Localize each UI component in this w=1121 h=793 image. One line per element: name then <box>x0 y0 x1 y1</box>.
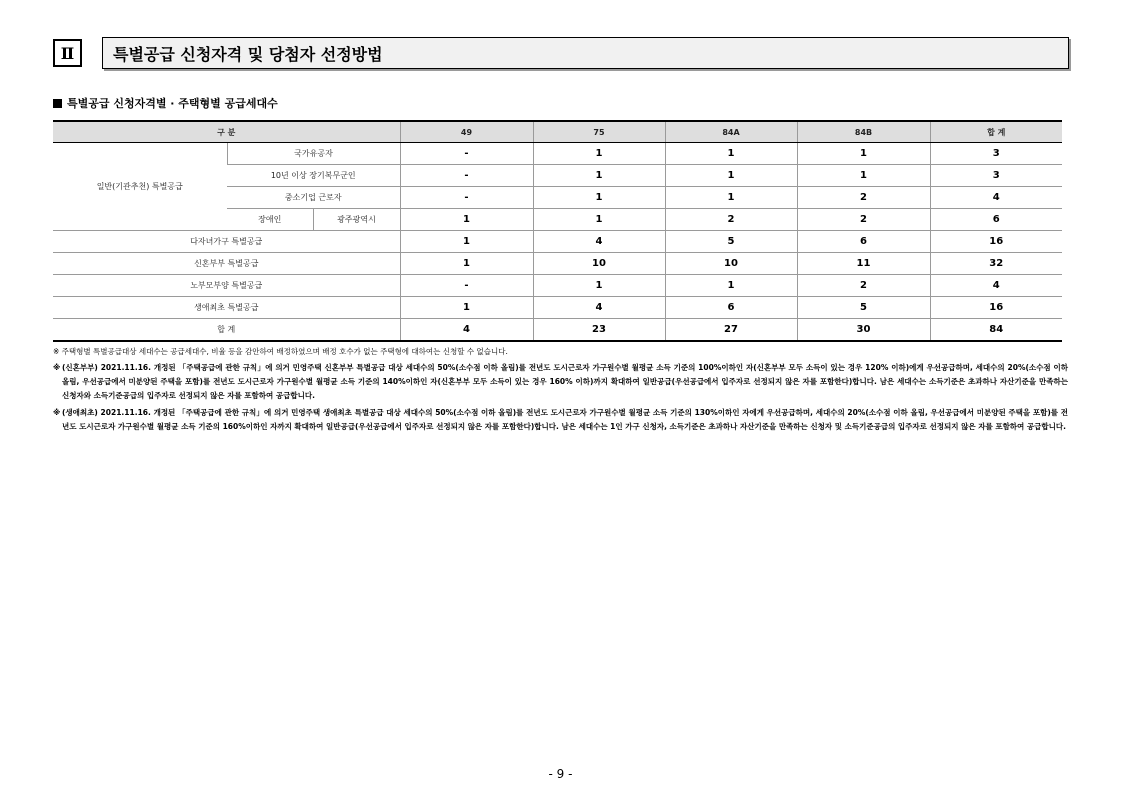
note-first-time-text: (생애최초) 2021.11.16. 개정된 「주택공급에 관한 규칙」에 의거 민영주택 생애최초 특별공급 대상 세대수의 50%(소수점 이하 올림)를 전년도 도시근로자 가구원수별 월평균 소득 기준의 130%이하인 자에게 우선공급하며, 세대수의 20%(소수점 이하 올림, 우선공급에서 미분양된 주택을 포함)를 전년도 도시근로자 가구원수별 월평균 소득 기준의 160%이하인 자까지 확대하여 일반공급(우선공급에서 입주자로 선정되지 않은 자를 포함한다)합니다. 남은 세대수는 1인 가구 신청자, 소득기준은 초과하나 자산기준을 만족하는 신청자 및 소득기준공급의 입주자로 선정되지 않은 자를 포함하여 공급합니다. <box>62 408 1068 431</box>
cell-value: 2 <box>797 187 930 209</box>
cell-value: 1 <box>400 209 533 231</box>
table-row <box>53 275 1062 297</box>
section-title-text: 특별공급 신청자격 및 당첨자 선정방법 <box>113 44 383 64</box>
cell-value: 16 <box>930 297 1062 319</box>
cell-value: 2 <box>665 209 797 231</box>
cell-value: 1 <box>797 143 930 165</box>
total-value: 30 <box>797 319 930 342</box>
cell-value: 4 <box>930 187 1062 209</box>
cell-value: 4 <box>533 297 665 319</box>
cell-value: 2 <box>797 275 930 297</box>
cell-value: 3 <box>930 143 1062 165</box>
cell-value: 10 <box>533 253 665 275</box>
header-type-49: 49 <box>400 121 533 143</box>
total-value: 84 <box>930 319 1062 342</box>
cell-value: 2 <box>797 209 930 231</box>
cell-value: 1 <box>797 165 930 187</box>
header-category: 구 분 <box>53 121 400 143</box>
header-type-84a: 84A <box>665 121 797 143</box>
table-total-row <box>53 319 1062 342</box>
general-group-label: 일반(기관추천) 특별공급 <box>53 143 227 231</box>
section-number: Ⅱ <box>53 39 82 67</box>
cell-value: 1 <box>533 165 665 187</box>
cell-value: 3 <box>930 165 1062 187</box>
table-row <box>53 297 1062 319</box>
cell-value: 1 <box>665 165 797 187</box>
supply-table <box>53 120 1062 342</box>
note-allocation-text: ※ 주택형별 특별공급대상 세대수는 공급세대수, 비율 등을 감안하여 배정하였으며 배정 호수가 없는 주택형에 대하여는 신청할 수 없습니다. <box>53 347 508 356</box>
reference-mark-icon: ※ <box>53 408 61 417</box>
cell-value: - <box>400 143 533 165</box>
table-row <box>53 231 1062 253</box>
total-value: 4 <box>400 319 533 342</box>
cell-value: 1 <box>665 275 797 297</box>
reference-mark-icon: ※ <box>53 363 61 372</box>
cell-value: - <box>400 187 533 209</box>
header-total: 합 계 <box>930 121 1062 143</box>
cell-value: 1 <box>533 187 665 209</box>
cell-value: 6 <box>665 297 797 319</box>
cell-value: 16 <box>930 231 1062 253</box>
row-label: 중소기업 근로자 <box>227 187 400 209</box>
cell-value: 5 <box>797 297 930 319</box>
page-number: - 9 - <box>548 767 573 781</box>
header-type-75: 75 <box>533 121 665 143</box>
cell-value: 5 <box>665 231 797 253</box>
table-header-row <box>53 121 1062 143</box>
note-newlyweds <box>53 361 1068 403</box>
cell-value: 4 <box>533 231 665 253</box>
row-label: 생애최초 특별공급 <box>53 297 400 319</box>
cell-value: - <box>400 275 533 297</box>
row-label: 국가유공자 <box>227 143 400 165</box>
section-title <box>102 37 1069 69</box>
cell-value: 1 <box>400 231 533 253</box>
cell-value: 1 <box>400 253 533 275</box>
subheading-text: 특별공급 신청자격별 · 주택형별 공급세대수 <box>67 97 278 110</box>
square-bullet-icon <box>53 99 62 108</box>
cell-value: 11 <box>797 253 930 275</box>
cell-value: 1 <box>665 143 797 165</box>
row-label: 신혼부부 특별공급 <box>53 253 400 275</box>
note-newlyweds-text: (신혼부부) 2021.11.16. 개정된 「주택공급에 관한 규칙」에 의거 민영주택 신혼부부 특별공급 대상 세대수의 50%(소수점 이하 올림)를 전년도 도시근로자 가구원수별 월평균 소득 기준의 100%이하인 자(신혼부부 모두 소득이 있는 경우 120% 이하)에게 우선공급하며, 세대수의 20%(소수점 이하 올림, 우선공급에서 미분양된 주택을 포함)를 전년도 도시근로자 가구원수별 월평균 소득 기준의 140%이하인 자(신혼부부 모두 소득이 있는 경우 160% 이하)까지 확대하여 일반공급(우선공급에서 입주자로 선정되지 않은 자를 포함한다)합니다. 남은 세대수는 소득기준은 초과하나 자산기준을 만족하는 신청자와 소득기준공급의 입주자로 선정되지 않은 자를 포함하여 공급합니다. <box>62 363 1068 400</box>
cell-value: - <box>400 165 533 187</box>
row-label: 10년 이상 장기복무군인 <box>227 165 400 187</box>
row-sublabel: 광주광역시 <box>313 209 400 231</box>
total-value: 23 <box>533 319 665 342</box>
table-row <box>53 143 1062 165</box>
cell-value: 4 <box>930 275 1062 297</box>
cell-value: 1 <box>533 275 665 297</box>
cell-value: 32 <box>930 253 1062 275</box>
cell-value: 6 <box>797 231 930 253</box>
total-value: 27 <box>665 319 797 342</box>
row-label: 다자녀가구 특별공급 <box>53 231 400 253</box>
cell-value: 1 <box>665 187 797 209</box>
note-first-time <box>53 406 1068 434</box>
header-type-84b: 84B <box>797 121 930 143</box>
total-label: 합 계 <box>53 319 400 342</box>
subheading <box>53 95 278 111</box>
cell-value: 1 <box>533 143 665 165</box>
table-row <box>53 253 1062 275</box>
cell-value: 1 <box>533 209 665 231</box>
cell-value: 6 <box>930 209 1062 231</box>
note-allocation <box>53 345 1068 359</box>
row-label: 노부모부양 특별공급 <box>53 275 400 297</box>
cell-value: 1 <box>400 297 533 319</box>
cell-value: 10 <box>665 253 797 275</box>
row-label: 장애인 <box>227 209 313 231</box>
